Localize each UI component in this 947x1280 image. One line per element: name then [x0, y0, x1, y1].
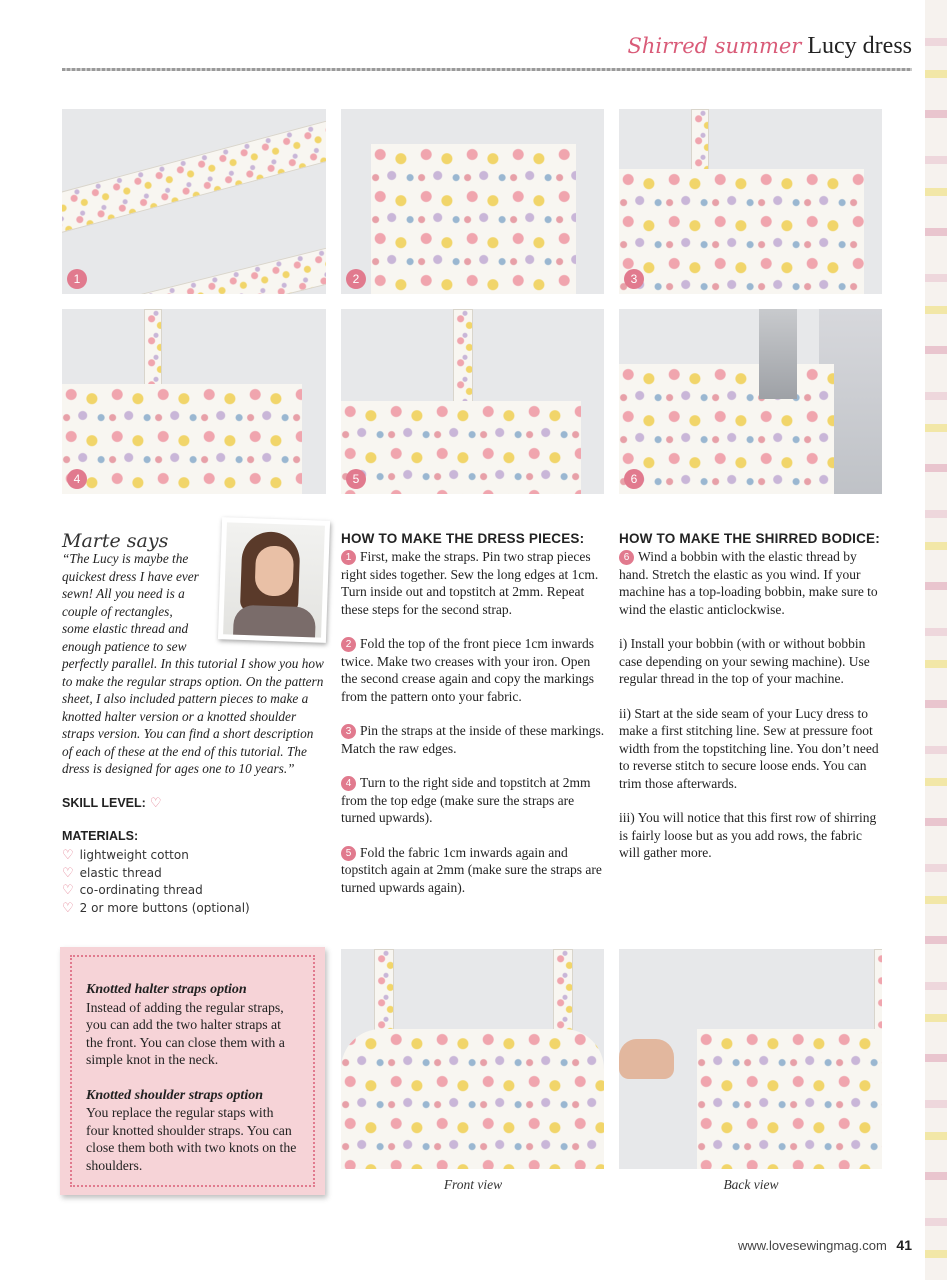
- bodice-heading: HOW TO MAKE THE SHIRRED BODICE:: [619, 531, 880, 546]
- list-item: ♡ lightweight cotton: [62, 848, 189, 863]
- step-number-badge: 6: [619, 550, 634, 565]
- list-item: ♡ elastic thread: [62, 865, 162, 881]
- photo-number-badge: 2: [346, 269, 366, 289]
- caption-back-view: Back view: [723, 1177, 779, 1192]
- photo-back-view: [619, 949, 882, 1169]
- heart-icon: ♡: [62, 900, 74, 916]
- dress-pieces-section: [341, 531, 607, 913]
- page-header: [628, 33, 913, 60]
- heart-icon: ♡: [149, 795, 162, 810]
- photo-step-4: [62, 309, 326, 494]
- step-number-badge: 3: [341, 724, 356, 739]
- heart-icon: ♡: [62, 865, 74, 881]
- shoulder-option-text: You replace the regular staps with four knotted shoulder straps. You can close them both with two knots on the shoulders.: [86, 1105, 297, 1173]
- designer-quote-text: “The Lucy is maybe the quickest dress I have ever sewn! All you need is a couple of rectangles, some elastic thread and enough patience to sew perfectly parallel. In this tutorial I show you how to make the regular straps option. On the pattern sheet, I also included pattern pieces to make a knotted halter version or a knotted shoulder straps version. You can find a short description of each of these at the end of this tutorial. The dress is designed for ages one to 10 years.”: [62, 551, 324, 776]
- photo-number-badge: 5: [346, 469, 366, 489]
- bodice-paragraph: iii) You will notice that this first row of shirring is fairly loose but as you add rows, the fabric will gather more.: [619, 810, 877, 860]
- step-number-badge: 2: [341, 637, 356, 652]
- caption-front-view: Front view: [443, 1177, 503, 1192]
- header-script-title: Shirred summer: [627, 34, 802, 58]
- list-item: ♡ 2 or more buttons (optional): [62, 900, 250, 916]
- step-paragraph: 6 Wind a bobbin with the elastic thread by hand. Stretch the elastic as you wind. If your machine has a top-loading bobbin, make sure to wind the elastic anticlockwise.: [619, 549, 878, 617]
- step-paragraph: 4 Turn to the right side and topstitch at 2mm from the top edge (make sure the straps are turned upwards).: [341, 775, 591, 825]
- decorative-fabric-edge: [925, 0, 947, 1280]
- halter-option-title: Knotted halter straps option: [86, 982, 247, 997]
- bodice-paragraph: ii) Start at the side seam of your Lucy dress to make a first stitching line. Sew at pressure foot width from the topstitching line. You don’t need to reverse stitch to secure loose ends. You can trim those afterwards.: [619, 705, 879, 791]
- materials-label: MATERIALS:: [62, 829, 139, 843]
- photo-step-5: [341, 309, 604, 494]
- photo-number-badge: 1: [67, 269, 87, 289]
- designer-says-heading: Marte says: [62, 530, 169, 552]
- halter-option-text: Instead of adding the regular straps, you can add the two halter straps at the front. You can close them with a simple knot in the neck.: [86, 999, 285, 1067]
- page-footer: [738, 1237, 912, 1253]
- step-paragraph: 1 First, make the straps. Pin two strap pieces right sides together. Sew the long edges at 1cm. Turn inside out and topstitch at 2mm. Repeat these steps for the second strap.: [341, 549, 599, 617]
- photo-step-2: [341, 109, 604, 294]
- skill-level: [62, 794, 324, 812]
- header-rule: [62, 68, 912, 71]
- list-item: ♡ co-ordinating thread: [62, 883, 203, 898]
- strap-options-box: [60, 947, 325, 1195]
- materials-list: [62, 847, 324, 917]
- skill-level-label: SKILL LEVEL:: [62, 796, 146, 810]
- photo-step-1: [62, 109, 326, 294]
- photo-step-6: [619, 309, 882, 494]
- photo-number-badge: 4: [67, 469, 87, 489]
- shoulder-option-title: Knotted shoulder straps option: [86, 1087, 263, 1103]
- bodice-section: [619, 531, 885, 879]
- dress-pieces-heading: HOW TO MAKE THE DRESS PIECES:: [341, 531, 585, 546]
- bodice-paragraph: i) Install your bobbin (with or without bobbin case depending on your sewing machine). Use regular thread in the top of your machine.: [619, 636, 870, 686]
- step-number-badge: 1: [341, 550, 356, 565]
- step-paragraph: 2 Fold the top of the front piece 1cm inwards twice. Make two creases with your iron. Open the second crease again and copy the markings from the pattern onto your fabric.: [341, 636, 595, 704]
- photo-number-badge: 3: [624, 269, 644, 289]
- footer-url: www.lovesewingmag.com: [737, 1238, 887, 1253]
- header-title: Lucy dress: [807, 33, 912, 59]
- photo-number-badge: 6: [624, 469, 644, 489]
- heart-icon: ♡: [62, 848, 74, 863]
- photo-step-3: [619, 109, 882, 294]
- step-number-badge: 4: [341, 776, 356, 791]
- step-number-badge: 5: [341, 846, 356, 861]
- page-number: 41: [896, 1237, 912, 1253]
- designer-quote: [62, 550, 324, 778]
- step-paragraph: 5 Fold the fabric 1cm inwards again and topstitch again at 2mm (make sure the straps are turned upwards again).: [341, 844, 602, 895]
- step-paragraph: 3 Pin the straps at the inside of these markings. Match the raw edges.: [341, 723, 605, 756]
- heart-icon: ♡: [62, 883, 74, 898]
- materials-section: [62, 829, 324, 917]
- photo-front-view: [341, 949, 604, 1169]
